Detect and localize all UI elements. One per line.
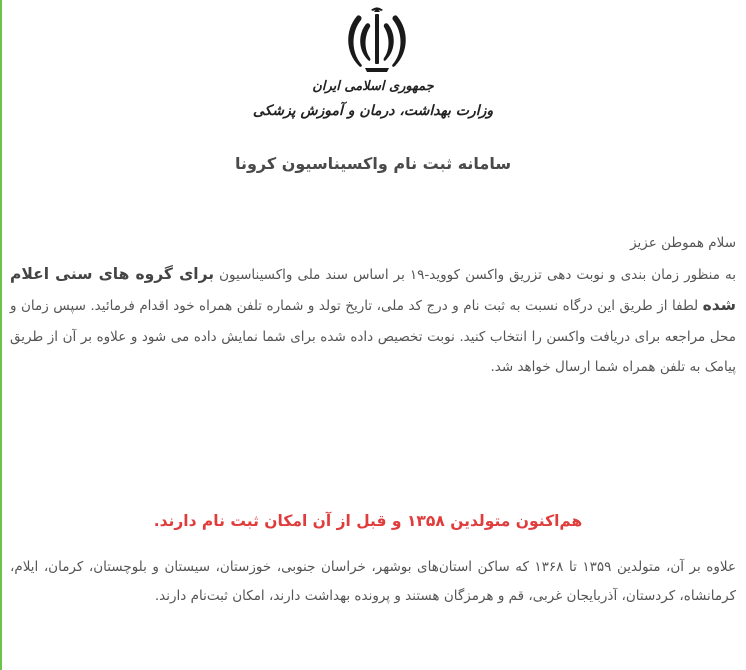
intro-section xyxy=(10,228,736,383)
iran-emblem-icon xyxy=(343,6,411,76)
eligibility-detail: علاوه بر آن، متولدین ۱۳۵۹ تا ۱۳۶۸ که ساکن استان‌های بوشهر، خراسان جنوبی، خوزستان، سیستان و بلوچستان، کرمان، ایلام، کرمانشاه، کردستان، آذربایجان غربی، قم و هرمزگان هستند و پرونده بهداشت دارند، امکان ثبت‌نام دارند. xyxy=(10,559,737,604)
intro-text-part2: لطفا از طریق این درگاه نسبت به ثبت نام و درج کد ملی، تاریخ تولد و شماره تلفن همراه خود اقدام فرمائید. سپس زمان و محل مراجعه برای دریافت واکسن را انتخاب کنید. نوبت تخصیص داده شده برای شما نمایش داده می شود و علاوه بر آن از طریق پیامک به تلفن همراه شما ارسال خواهد شد. xyxy=(10,298,736,375)
org-name-line2: وزارت بهداشت، درمان و آموزش پزشکی xyxy=(252,103,494,119)
intro-text-part1: به منظور زمان بندی و نوبت دهی تزریق واکسن کووید-۱۹ بر اساس سند ملی واکسیناسیون xyxy=(214,266,736,283)
intro-bold-text: برای گروه های سنی اعلام شده xyxy=(10,264,736,314)
intro-paragraph xyxy=(10,259,736,383)
org-name-line1: جمهوری اسلامی ایران xyxy=(312,79,434,94)
eligibility-section xyxy=(10,553,736,610)
greeting-text: سلام هموطن عزیز xyxy=(630,235,736,251)
eligibility-headline: هم‌اکنون متولدین ۱۳۵۸ و قبل از آن امکان ثبت نام دارند. xyxy=(153,512,583,530)
page-title: سامانه ثبت نام واکسیناسیون کرونا xyxy=(234,154,512,173)
ministry-logotype xyxy=(0,78,746,122)
page-header xyxy=(0,0,746,140)
